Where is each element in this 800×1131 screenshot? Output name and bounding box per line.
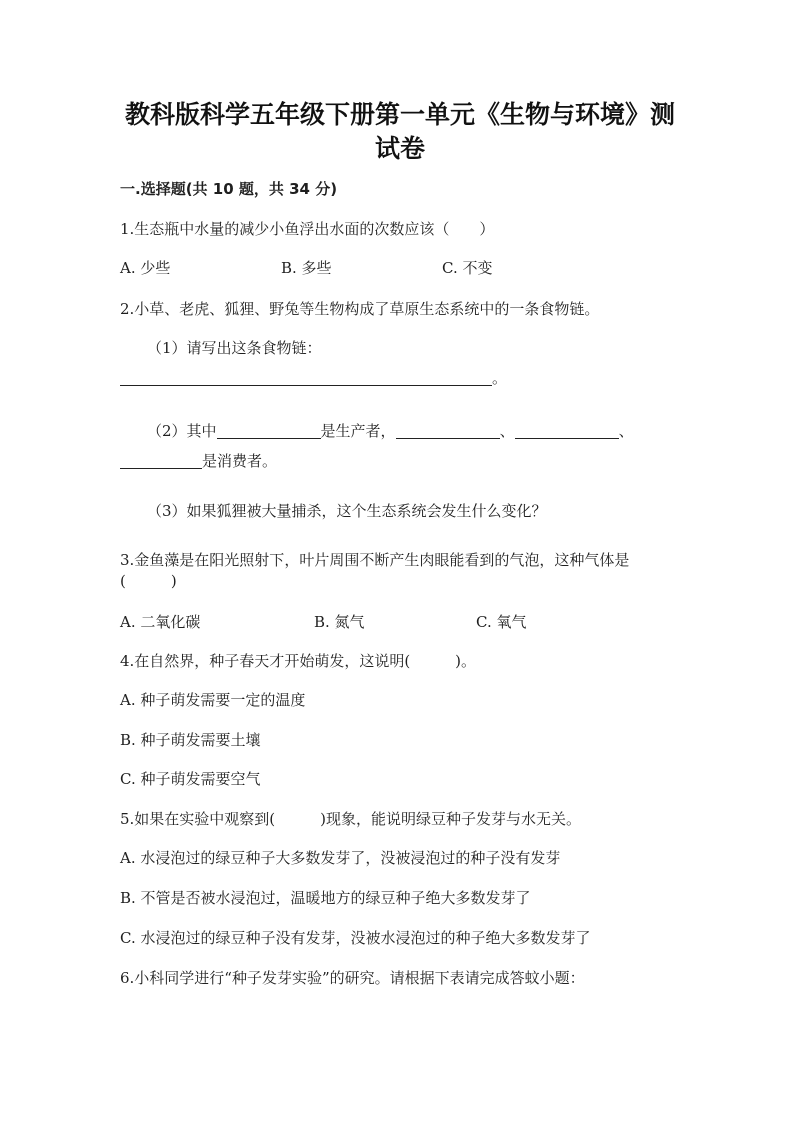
page-title-line-2: 试卷 [374, 134, 425, 163]
q4-option-b: B. 种子萌发需要土壤 [120, 731, 261, 749]
q1-option-a: A. 少些 [120, 259, 171, 277]
q2-sub-1-end: 。 [492, 369, 508, 387]
section-heading: 一.选择题(共 10 题，共 34 分) [120, 180, 338, 198]
question-6: 6.小科同学进行“种子发芽实验”的研究。请根据下表请完成答蚊小题： [120, 969, 585, 987]
question-2: 2.小草、老虎、狐狸、野兔等生物构成了草原生态系统中的一条食物链。 [120, 300, 600, 318]
question-4: 4.在自然界，种子春天才开始萌发，这说明( )。 [120, 652, 477, 670]
q3-option-c: C. 氧气 [476, 613, 527, 631]
q2-sub-2-end: 是消费者。 [202, 452, 278, 470]
q4-option-c: C. 种子萌发需要空气 [120, 770, 261, 788]
question-1: 1.生态瓶中水量的减少小鱼浮出水面的次数应该（ ） [120, 220, 495, 238]
page-title-line-1: 教科版科学五年级下册第一单元《生物与环境》测 [124, 100, 675, 129]
q4-option-a: A. 种子萌发需要一定的温度 [120, 691, 306, 709]
question-3-bracket: ( ) [120, 572, 177, 590]
q1-option-b: B. 多些 [281, 259, 332, 277]
q2-sub-1-answer-line [120, 367, 507, 389]
consumer-blank-3[interactable] [120, 452, 202, 469]
q3-option-a: A. 二氧化碳 [120, 613, 201, 631]
q5-option-b: B. 不管是否被水浸泡过，温暖地方的绿豆种子绝大多数发芽了 [120, 889, 531, 907]
q2-sub-2-sep-2: 、 [618, 422, 634, 440]
answer-blank[interactable] [120, 369, 492, 386]
q5-option-c: C. 水浸泡过的绿豆种子没有发芽，没被水浸泡过的种子绝大多数发芽了 [120, 929, 591, 947]
question-3: 3.金鱼藻是在阳光照射下，叶片周围不断产生肉眼能看到的气泡，这种气体是 [120, 551, 630, 569]
q2-sub-3: （3）如果狐狸被大量捕杀，这个生态系统会发生什么变化？ [147, 502, 547, 520]
q2-sub-2-sep-1: 、 [499, 422, 515, 440]
q2-sub-2-mid: 是生产者， [320, 422, 396, 440]
producer-blank[interactable] [217, 422, 321, 439]
q5-option-a: A. 水浸泡过的绿豆种子大多数发芽了，没被浸泡过的种子没有发芽 [120, 849, 561, 867]
consumer-blank-1[interactable] [396, 422, 500, 439]
q2-sub-2-prefix: （2）其中 [147, 422, 217, 440]
consumer-blank-2[interactable] [515, 422, 619, 439]
q3-option-b: B. 氮气 [314, 613, 365, 631]
q1-option-c: C. 不变 [442, 259, 493, 277]
q2-sub-2 [147, 420, 634, 442]
question-5: 5.如果在实验中观察到( )现象，能说明绿豆种子发芽与水无关。 [120, 810, 582, 828]
q2-sub-2-continued [120, 450, 277, 472]
q2-sub-1: （1）请写出这条食物链： [147, 339, 322, 357]
